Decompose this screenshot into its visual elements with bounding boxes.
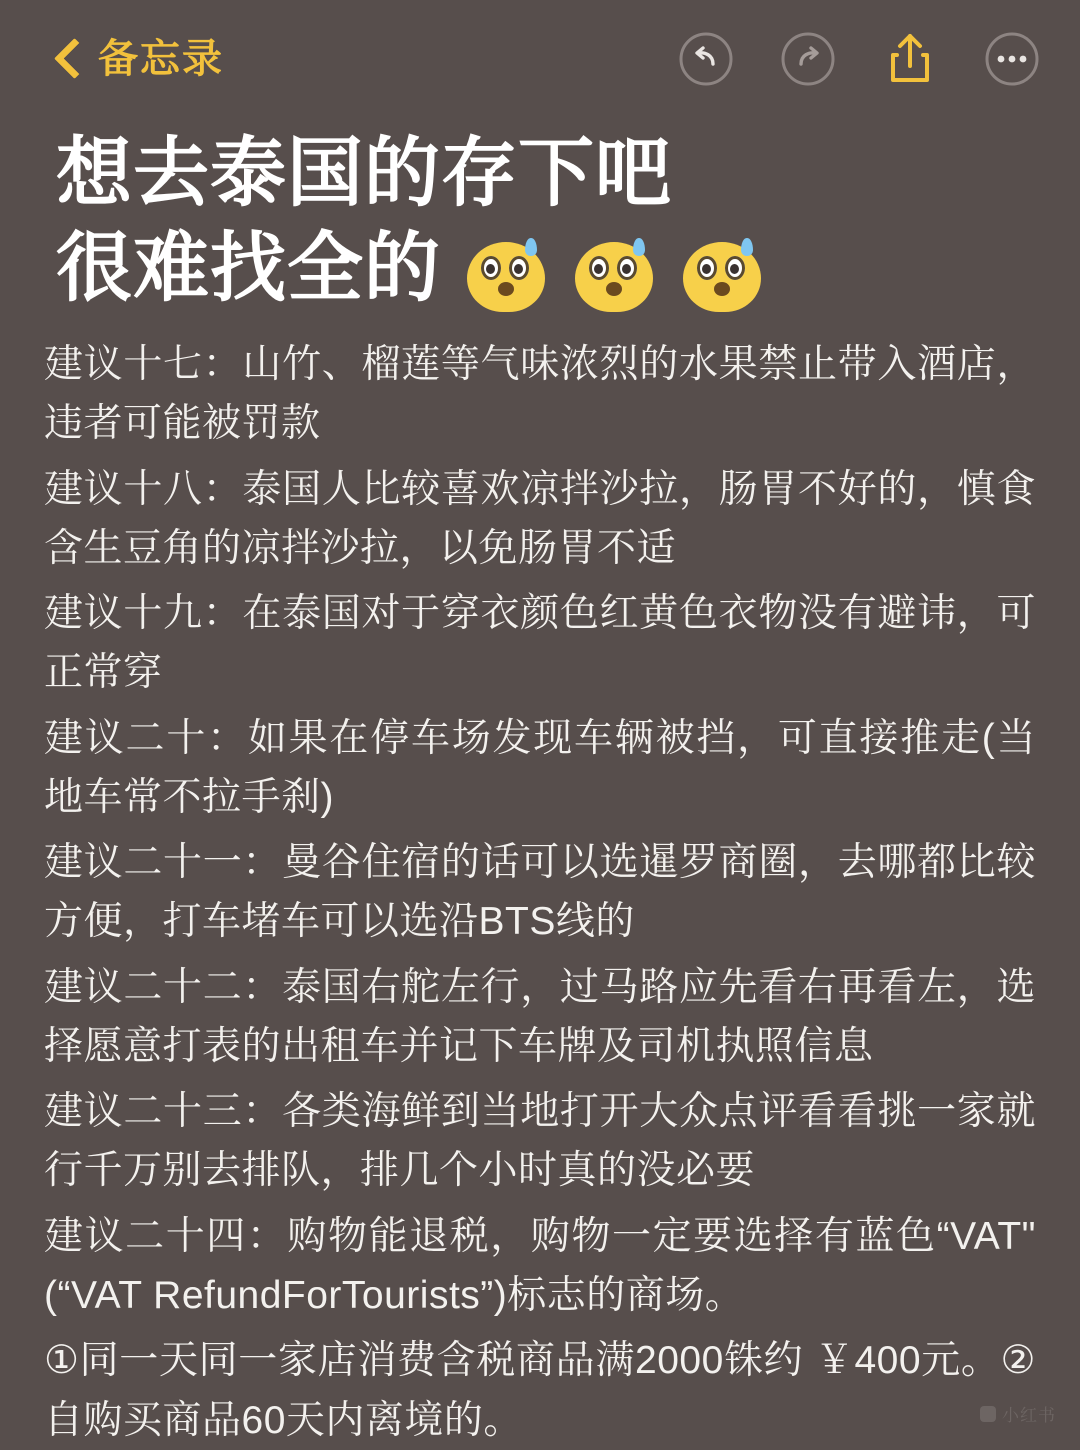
- note-paragraph: ①同一天同一家店消费含税商品满2000铢约 ￥400元。②自购买商品60天内离境的。: [44, 1339, 1036, 1442]
- note-paragraph: 建议十八：泰国人比较喜欢凉拌沙拉，肠胃不好的，慎食含生豆角的凉拌沙拉，以免肠胃不适: [44, 467, 1036, 570]
- note-paragraph: 建议二十：如果在停车场发现车辆被挡，可直接推走(当地车常不拉手刹): [44, 716, 1036, 819]
- undo-icon[interactable]: [678, 31, 734, 87]
- redo-icon[interactable]: [780, 31, 836, 87]
- note-title: [56, 126, 1036, 321]
- note-paragraph: 建议二十一：曼谷住宿的话可以选暹罗商圈，去哪都比较方便，打车堵车可以选沿BTS线的: [44, 841, 1036, 944]
- note-paragraph: 建议二十二：泰国右舵左行，过马路应先看右再看左，选择愿意打表的出租车并记下车牌及司机执照信息: [44, 965, 1036, 1068]
- pleading-face-icon: [463, 236, 549, 314]
- note-paragraph: 建议二十四：购物能退税，购物一定要选择有蓝色“VAT"(“VAT RefundForTourists”)标志的商场。: [44, 1214, 1036, 1317]
- pleading-face-emoji-group: [463, 236, 767, 316]
- pleading-face-icon: [679, 236, 765, 314]
- top-actions: [678, 31, 1040, 87]
- note-paragraph: 建议十七：山竹、榴莲等气味浓烈的水果禁止带入酒店，违者可能被罚款: [44, 343, 1036, 446]
- note-title-line-1: 想去泰国的存下吧: [56, 131, 672, 216]
- note-content: [0, 126, 1080, 1450]
- note-paragraph: 建议二十三：各类海鲜到当地打开大众点评看看挑一家就行千万别去排队，排几个小时真的没必要: [44, 1090, 1036, 1193]
- back-button-label: 备忘录: [98, 37, 224, 81]
- watermark-label: 小红书: [1002, 1406, 1056, 1425]
- watermark: [980, 1401, 1056, 1426]
- back-button[interactable]: [56, 38, 224, 80]
- chevron-left-icon[interactable]: [56, 38, 82, 80]
- note-paragraph: 建议十九：在泰国对于穿衣颜色红黄色衣物没有避讳，可正常穿: [44, 592, 1036, 695]
- more-icon[interactable]: [984, 31, 1040, 87]
- note-title-line-2: [56, 221, 1036, 321]
- pleading-face-icon: [571, 236, 657, 314]
- note-title-line-2-text: 很难找全的: [56, 226, 441, 311]
- share-icon[interactable]: [882, 31, 938, 87]
- top-bar: [0, 0, 1080, 118]
- watermark-logo-icon: [980, 1406, 996, 1422]
